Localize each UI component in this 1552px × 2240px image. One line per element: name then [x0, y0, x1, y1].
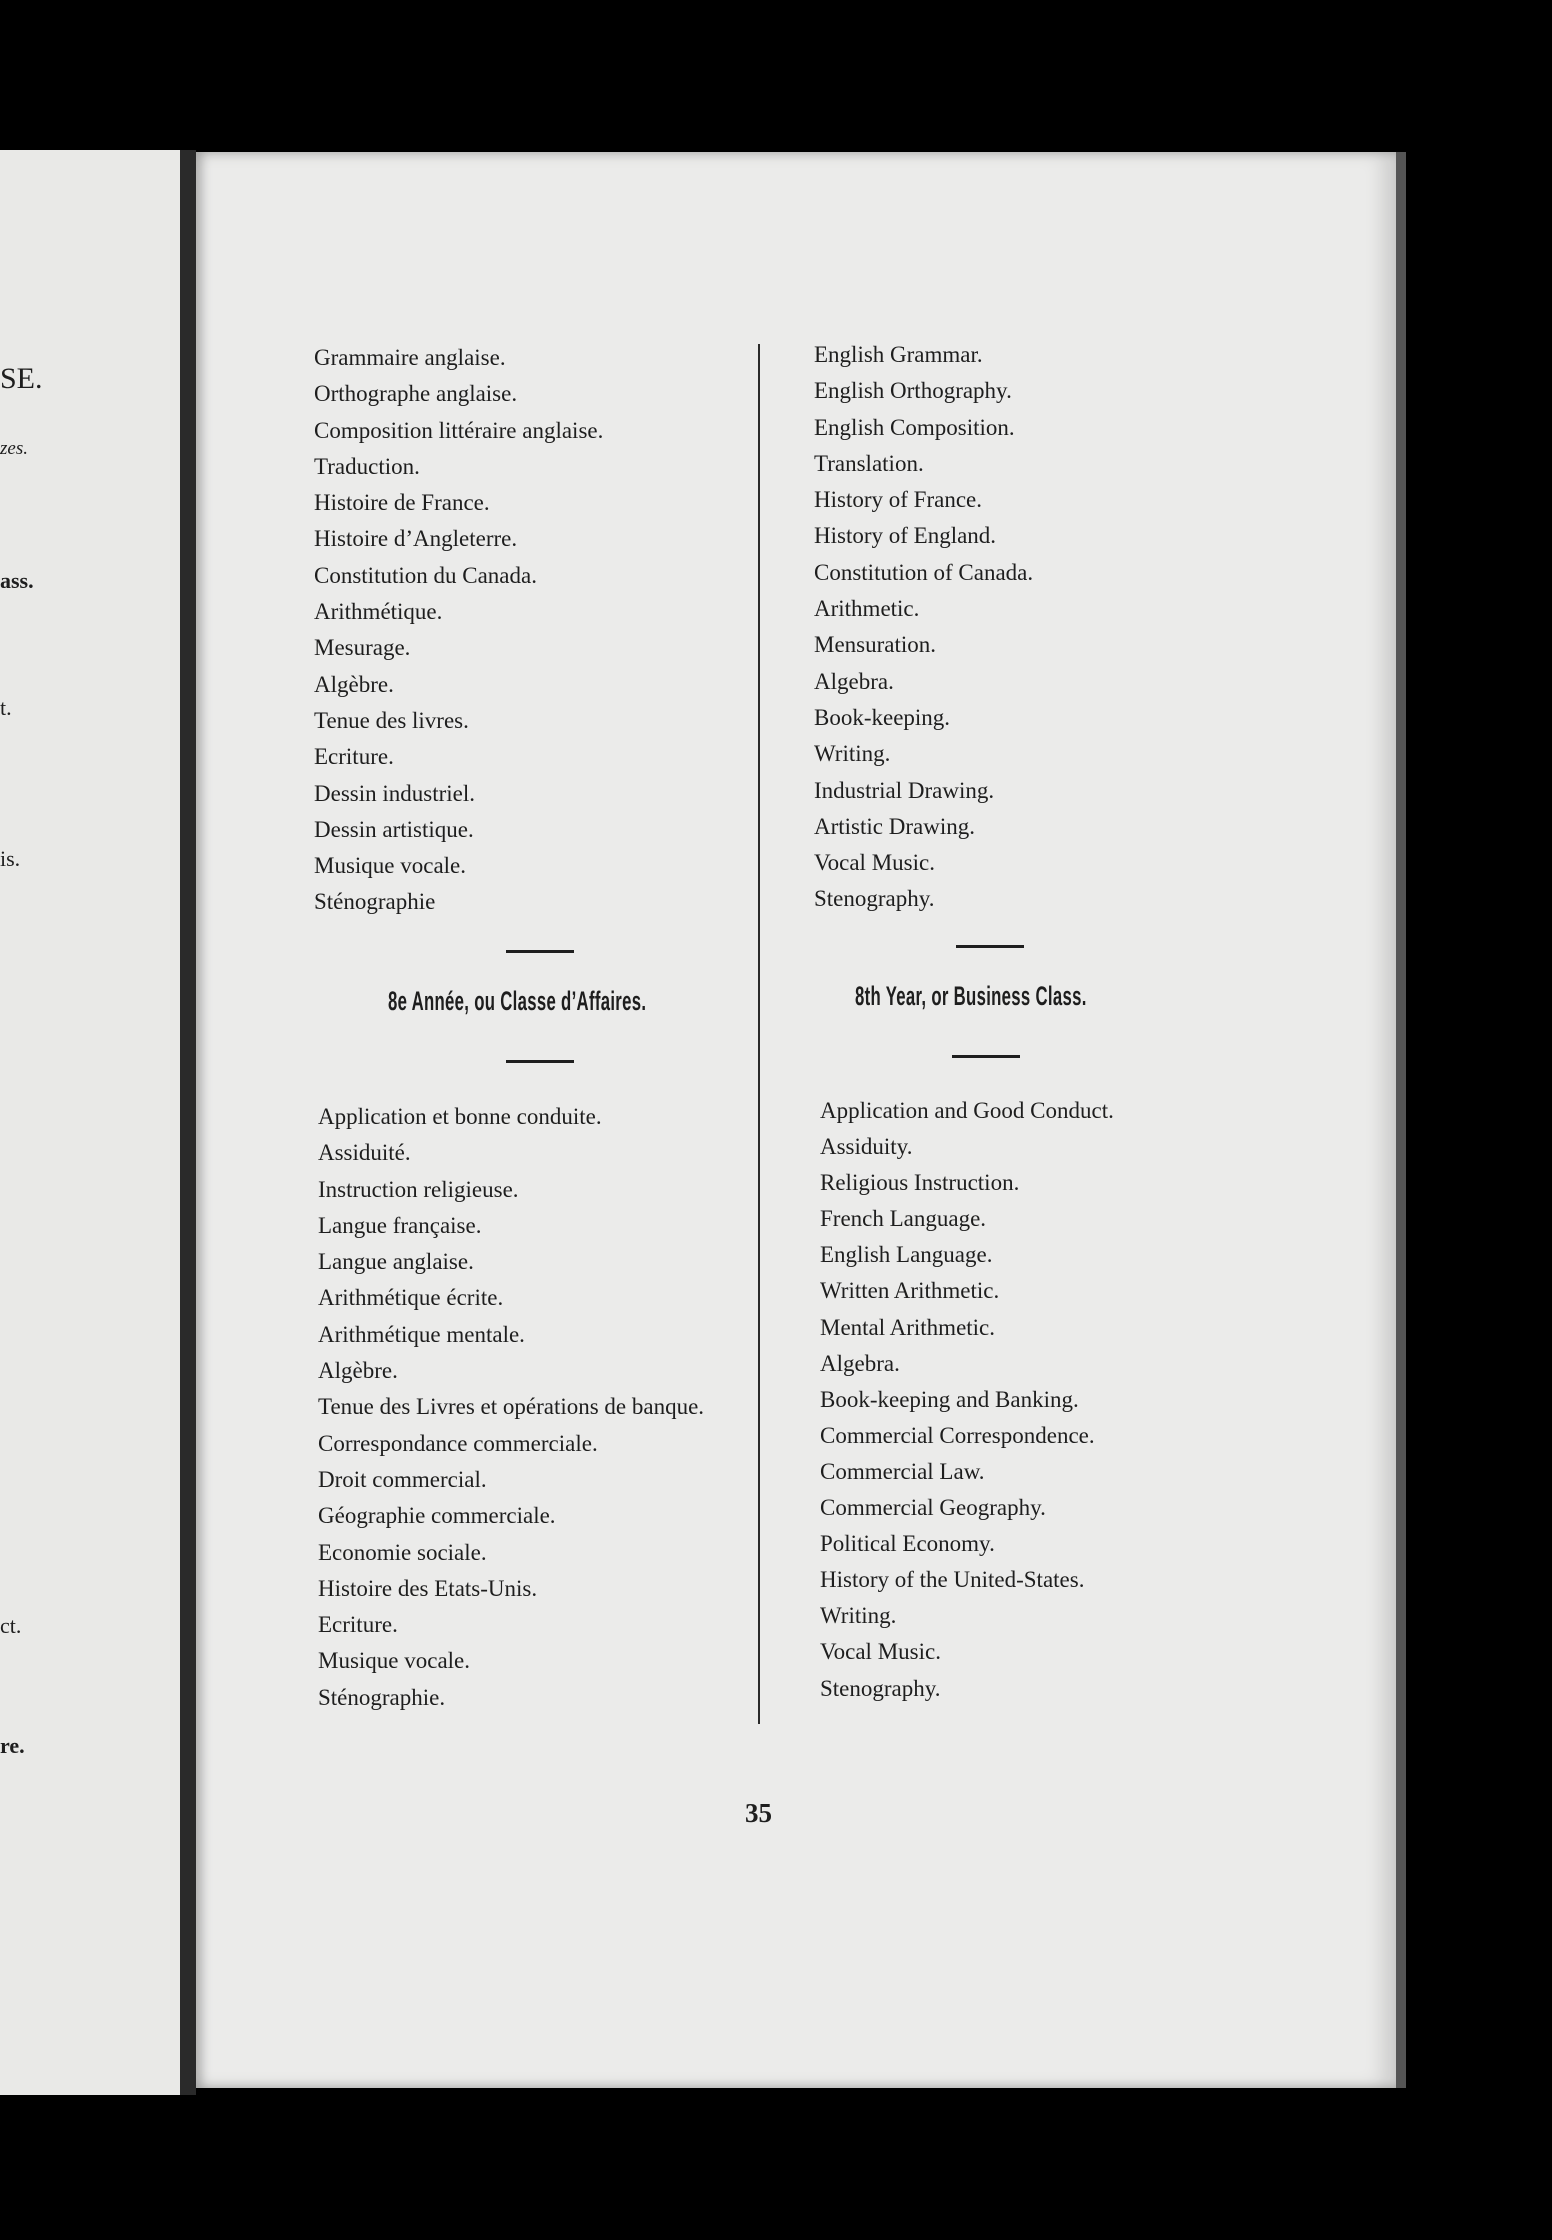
list-item: Religious Instruction.: [820, 1170, 1020, 1196]
section-rule: [956, 945, 1024, 948]
list-item: Composition littéraire anglaise.: [314, 417, 604, 443]
facing-page-fragment: [0, 150, 180, 2095]
list-item: Application et bonne conduite.: [318, 1104, 602, 1129]
list-item: Tenue des Livres et opérations de banque.: [318, 1394, 705, 1420]
list-item: History of France.: [814, 487, 982, 513]
list-item: French Language.: [820, 1206, 987, 1232]
list-item: Géographie commerciale.: [318, 1503, 556, 1529]
fragment-text: t.: [0, 695, 12, 720]
list-item: Sténographie.: [318, 1684, 446, 1710]
list-item: Industrial Drawing.: [814, 777, 995, 803]
list-item: Histoire de France.: [314, 490, 490, 516]
list-item: Ecriture.: [318, 1612, 398, 1638]
list-item: Langue anglaise.: [318, 1249, 474, 1275]
list-item: Book-keeping.: [814, 704, 951, 730]
list-item: History of England.: [814, 523, 997, 549]
list-item: Grammaire anglaise.: [314, 345, 506, 370]
list-item: Mesurage.: [314, 635, 411, 661]
english-subject-list-business: [820, 1093, 1114, 1707]
list-item: Arithmetic.: [814, 596, 920, 622]
list-item: History of the United-States.: [820, 1567, 1085, 1593]
english-section-heading: 8th Year, or Business Class.: [855, 981, 1087, 1011]
page-edge: [1396, 152, 1406, 2088]
list-item: Ecriture.: [314, 744, 394, 770]
list-item: Sténographie: [314, 889, 436, 915]
list-item: Arithmétique écrite.: [318, 1285, 504, 1311]
list-item: Political Economy.: [820, 1531, 995, 1557]
page-number: 35: [745, 1798, 772, 1828]
list-item: Constitution of Canada.: [814, 559, 1034, 585]
list-item: Droit commercial.: [318, 1466, 487, 1492]
list-item: English Language.: [820, 1242, 993, 1268]
list-item: Commercial Geography.: [820, 1495, 1046, 1521]
list-item: Vocal Music.: [814, 850, 935, 876]
section-rule: [506, 1060, 574, 1063]
column-divider: [758, 344, 760, 1724]
list-item: English Grammar.: [814, 342, 983, 367]
list-item: Assiduité.: [318, 1140, 411, 1166]
list-item: Stenography.: [820, 1675, 941, 1701]
list-item: Book-keeping and Banking.: [820, 1386, 1079, 1412]
list-item: Commercial Correspondence.: [820, 1422, 1095, 1448]
list-item: Stenography.: [814, 886, 935, 912]
list-item: Artistic Drawing.: [814, 813, 975, 839]
list-item: Commercial Law.: [820, 1458, 985, 1484]
list-item: Algebra.: [814, 668, 894, 694]
fragment-text: ass.: [0, 568, 34, 593]
list-item: Orthographe anglaise.: [314, 381, 518, 407]
list-item: Correspondance commerciale.: [318, 1430, 598, 1456]
fragment-text: zes.: [0, 438, 28, 459]
page-gutter: [180, 150, 196, 2095]
list-item: Algèbre.: [318, 1358, 398, 1384]
list-item: Application and Good Conduct.: [820, 1098, 1114, 1123]
list-item: Economie sociale.: [318, 1539, 487, 1565]
list-item: Histoire d’Angleterre.: [314, 526, 518, 552]
fragment-text: re.: [0, 1733, 25, 1758]
list-item: Assiduity.: [820, 1134, 913, 1160]
list-item: Translation.: [814, 450, 924, 476]
list-item: Dessin industriel.: [314, 780, 475, 806]
list-item: English Orthography.: [814, 378, 1012, 404]
list-item: English Composition.: [814, 414, 1015, 440]
section-rule: [952, 1055, 1020, 1058]
list-item: Constitution du Canada.: [314, 562, 537, 588]
french-subject-list-business: [318, 1099, 704, 1716]
list-item: Tenue des livres.: [314, 707, 469, 733]
list-item: Writing.: [814, 741, 891, 767]
list-item: Musique vocale.: [314, 853, 467, 879]
list-item: Traduction.: [314, 453, 420, 479]
list-item: Mensuration.: [814, 632, 937, 658]
french-section-heading: 8e Année, ou Classe d’Affaires.: [388, 986, 647, 1016]
list-item: Instruction religieuse.: [318, 1176, 519, 1202]
list-item: Arithmétique mentale.: [318, 1321, 525, 1347]
fragment-text: SE.: [0, 362, 43, 395]
list-item: Mental Arithmetic.: [820, 1314, 996, 1340]
list-item: Dessin artistique.: [314, 816, 474, 842]
list-item: Arithmétique.: [314, 599, 443, 625]
fragment-text: is.: [0, 846, 21, 871]
list-item: Algèbre.: [314, 671, 394, 697]
section-rule: [506, 950, 574, 953]
english-subject-list-top: [814, 337, 1033, 918]
list-item: Written Arithmetic.: [820, 1278, 1000, 1304]
list-item: Histoire des Etats-Unis.: [318, 1575, 538, 1601]
list-item: Musique vocale.: [318, 1648, 471, 1674]
fragment-text: ct.: [0, 1613, 22, 1638]
list-item: Writing.: [820, 1603, 897, 1629]
french-subject-list-top: [314, 340, 603, 921]
list-item: Langue française.: [318, 1212, 482, 1238]
list-item: Algebra.: [820, 1350, 900, 1376]
list-item: Vocal Music.: [820, 1639, 941, 1665]
